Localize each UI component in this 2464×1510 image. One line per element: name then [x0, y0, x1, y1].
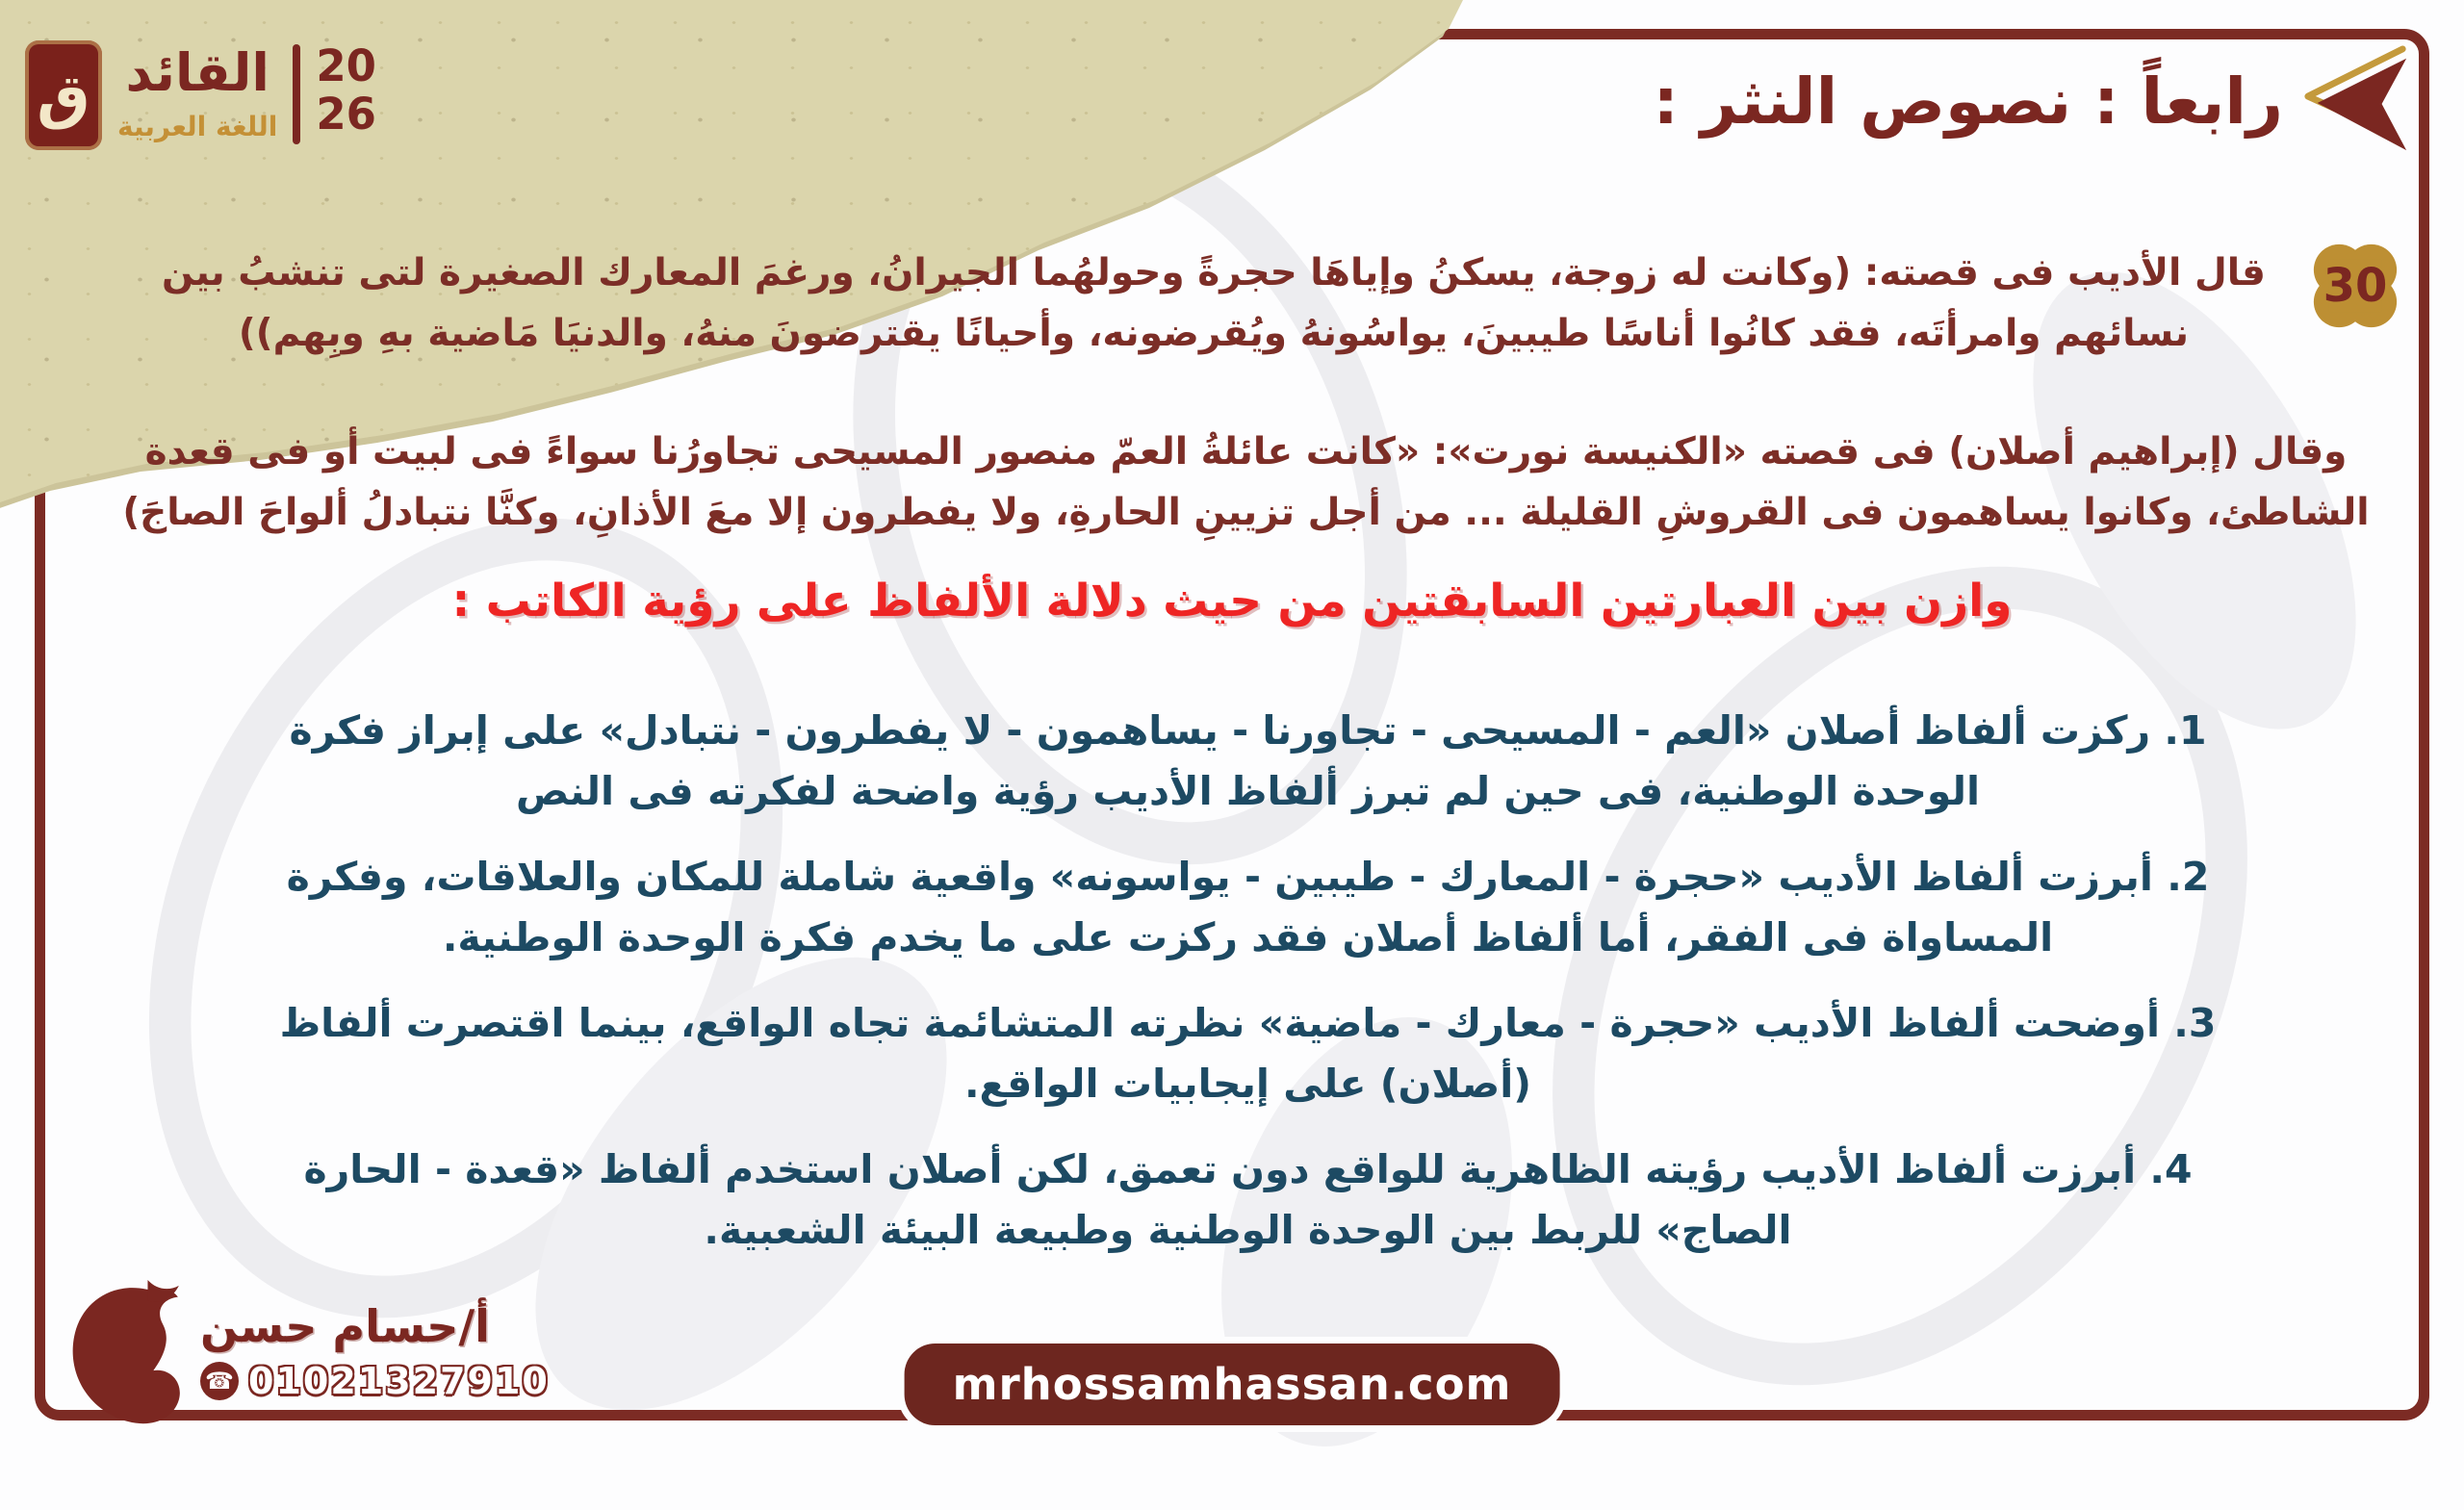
answer-item-4: [101, 1139, 2395, 1261]
question-number: 30: [2323, 259, 2388, 313]
answer-line: الصاج» للربط بين الوحدة الوطنية وطبيعة البيئة الشعبية.: [704, 1207, 1792, 1253]
section-arrow-icon: [2300, 42, 2414, 160]
teacher-signature: [56, 1278, 550, 1424]
answer-item-3: [101, 993, 2395, 1114]
brand-year-top: 20: [316, 40, 376, 91]
question-number-badge: [2308, 239, 2402, 333]
brand-logo-icon: [25, 40, 102, 150]
answer-line: 4. أبرزت ألفاظ الأديب رؤيته الظاهرية للواقع دون تعمق، لكن أصلان استخدم ألفاظ «قعدة - الحارة: [303, 1146, 2193, 1192]
answer-item-2: [101, 847, 2395, 968]
answer-item-1: [101, 701, 2395, 822]
page-title: رابعاً : نصوص النثر :: [1653, 64, 2283, 139]
quote-line: وقال (إبراهيم أصلان) فى قصته «الكنيسة نورت»: «كانت عائلةُ العمّ منصور المسيحى تجاورُنا سواءً فى لبيت أو فى قعدة: [144, 430, 2348, 473]
brand-year-bottom: 26: [316, 89, 376, 141]
quote-author-paragraph: [144, 243, 2283, 364]
brand-logo-glyph: ق: [37, 60, 90, 131]
phone-number: 01021327910: [248, 1360, 550, 1402]
quote-aslan-paragraph: [91, 422, 2400, 543]
brand-title: القائد: [125, 42, 270, 103]
signature-mark-icon: [56, 1278, 189, 1424]
brand-text: [117, 42, 278, 142]
answer-line: 2. أبرزت ألفاظ الأديب «حجرة - المعارك - طيبين - يواسونه» واقعية شاملة للمكان والعلاقات، وفكرة: [286, 854, 2210, 900]
brand-logo-block: [25, 40, 376, 150]
phone-row: [200, 1360, 550, 1402]
signature-text: [200, 1300, 550, 1402]
answer-line: الوحدة الوطنية، فى حين لم تبرز ألفاظ الأديب رؤية واضحة لفكرته فى النص: [515, 768, 1981, 814]
brand-subtitle: اللغة العربية: [117, 110, 278, 142]
task-heading: وازن بين العبارتين السابقتين من حيث دلالة الألفاظ على رؤية الكاتب :: [451, 575, 2013, 627]
teacher-name: أ/حسام حسن: [200, 1300, 490, 1352]
website-badge[interactable]: mrhossamhassan.com: [905, 1344, 1560, 1425]
brand-year: [316, 42, 376, 140]
quote-line: الشاطئ، وكانوا يساهمون فى القروشِ القليلة ... من أجل تزيينِ الحارةِ، ولا يفطرون إلا معَ الأذانِ، وكنَّا نتبادلُ ألواحَ الصاجَ): [122, 491, 2370, 534]
answer-line: 3. أوضحت ألفاظ الأديب «حجرة - معارك - ماضية» نظرته المتشائمة تجاه الواقع، بينما اقتصرت ألفاظ: [279, 1000, 2217, 1046]
section-header: [1654, 42, 2414, 160]
quote-line: قال الأديب فى قصته: (وكانت له زوجة، يسكنُ وإياهَا حجرةً وحولهُما الجيرانُ، ورغمَ المعارك الصغيرة لتى تنشبُ بين: [162, 251, 2266, 294]
phone-icon: ☎: [200, 1362, 239, 1400]
brand-divider: [293, 44, 300, 144]
answers-list: [101, 701, 2395, 1286]
answer-line: المساواة فى الفقر، أما ألفاظ أصلان فقد ركزت على ما يخدم فكرة الوحدة الوطنية.: [442, 914, 2054, 960]
answer-line: (أصلان) على إيجابيات الواقع.: [963, 1061, 1532, 1107]
quote-line: نسائهم وامرأتَه، فقد كانُوا أناسًا طيبينَ، يواسُونهُ ويُقرضونه، وأحيانًا يقترضونَ منهُ، والدنيَا مَاضية بهِ وبِهم)): [238, 312, 2190, 355]
answer-line: 1. ركزت ألفاظ أصلان «العم - المسيحى - تجاورنا - يساهمون - لا يفطرون - نتبادل» على إبراز فكرة: [289, 707, 2207, 754]
